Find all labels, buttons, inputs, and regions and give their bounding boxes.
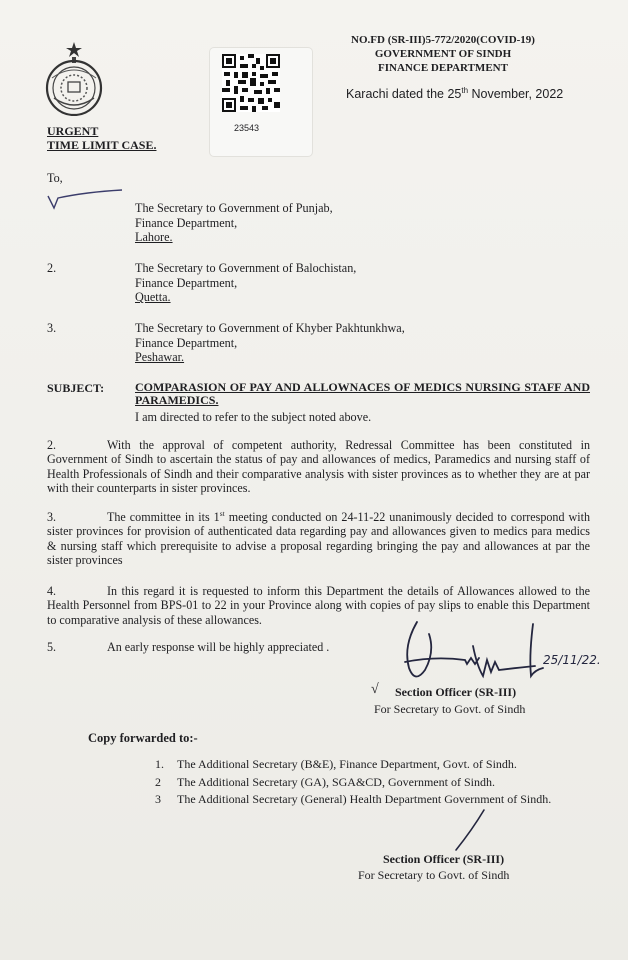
letter-header	[328, 33, 558, 75]
sindh-government-seal-icon	[42, 40, 106, 116]
signatory-on-behalf: For Secretary to Govt. of Sindh	[358, 868, 510, 882]
addressee-balochistan: The Secretary to Government of Balochistan, Finance Department, Quetta.	[135, 261, 357, 305]
paragraph-5: 5. An early response will be highly appreciated .	[47, 640, 330, 654]
addressee-punjab: The Secretary to Government of Punjab, Finance Department, Lahore.	[135, 201, 333, 245]
reference-number: NO.FD (SR-III)5-772/2020(COVID-19)	[351, 34, 535, 46]
signatory-title: Section Officer (SR-III)	[383, 852, 505, 866]
subject-text: COMPARASION OF PAY AND ALLOWNACES OF MEDICS NURSING STAFF AND PARAMEDICS.	[135, 380, 590, 407]
government-name: GOVERNMENT OF SINDH	[374, 48, 512, 60]
addressee-kpk: The Secretary to Government of Khyber Pakhtunkhwa, Finance Department, Peshawar.	[135, 321, 405, 365]
urgency-label: URGENT TIME LIMIT CASE.	[47, 124, 157, 152]
handwritten-tick-icon	[46, 188, 126, 214]
addressee-number: 3.	[47, 321, 57, 335]
qr-code-card	[210, 48, 312, 156]
signatory-on-behalf: For Secretary to Govt. of Sindh	[374, 702, 526, 716]
department-name: FINANCE DEPARTMENT	[378, 62, 508, 74]
qr-serial-number: 23543	[234, 123, 260, 133]
qr-code-icon	[222, 54, 280, 112]
tick-mark: √	[371, 682, 379, 697]
copy-forwarded-label: Copy forwarded to:-	[88, 731, 198, 745]
letter-date: Karachi dated the 25th November, 2022	[346, 86, 564, 102]
subject-intro: I am directed to refer to the subject noted above.	[135, 410, 372, 424]
signature-date: 25/11/22.	[543, 653, 601, 667]
signatory-title: Section Officer (SR-III)	[395, 685, 517, 699]
copy-recipient: 2 The Additional Secretary (GA), SGA&CD, Government of Sindh.	[155, 775, 495, 789]
initial-signature-icon	[450, 808, 490, 854]
addressee-number: 2.	[47, 261, 57, 275]
copy-recipient: 1. The Additional Secretary (B&E), Finance Department, Govt. of Sindh.	[155, 757, 517, 771]
paragraph-2: 2. With the approval of competent authority, Redressal Committee has been constituted in Government of Sindh to ascertain the status of pay and allowances of medics, Paramedics and nursing staff of Health Professionals of Sindh and their comparative analysis with sister provinces as to whether they are at par with their counterparts in sister provinces.	[47, 438, 590, 496]
salutation-to: To,	[47, 171, 63, 185]
paragraph-4: 4. In this regard it is requested to inform this Department the details of Allowances allowed to the Health Personnel from BPS-01 to 22 in your Province along with copies of pay slips to enable this Department to comparative analysis of these allowances.	[47, 584, 590, 627]
paragraph-3: 3. The committee in its 1st meeting conducted on 24-11-22 unanimously decided to correspond with sister provinces for provision of authenticated data regarding pay and allowances given to medics para medics & nursing staff which prerequisite to advise a proposal regarding bringing the pay and allowances at par the sister provinces	[47, 508, 590, 568]
subject-label: SUBJECT:	[47, 381, 105, 395]
copy-recipient: 3 The Additional Secretary (General) Health Department Government of Sindh.	[155, 792, 552, 806]
handwritten-signature-icon	[395, 616, 610, 696]
